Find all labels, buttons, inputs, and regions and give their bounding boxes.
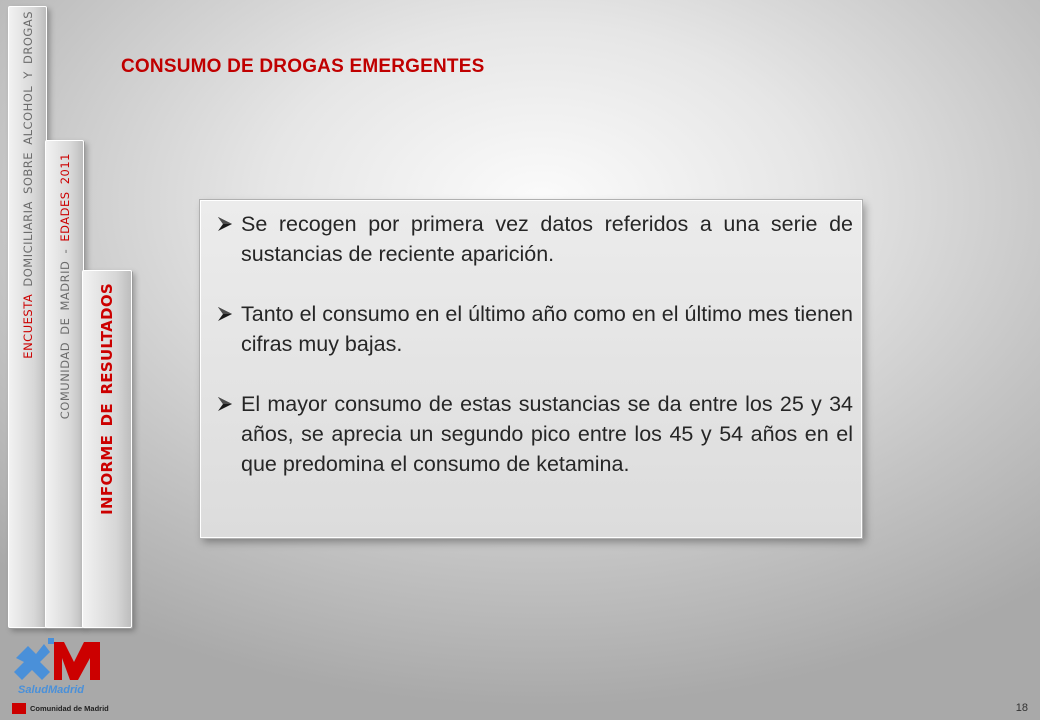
comunidad-madrid-logo [12, 700, 132, 716]
survey-title-vertical: ENCUESTA DOMICILIARIA SOBRE ALCOHOL Y DROGAS [20, 11, 35, 359]
sidebar-tab-informe [82, 270, 132, 628]
bullet-text: El mayor consumo de estas sustancias se da entre los 25 y 34 años, se aprecia un segundo pico entre los 45 y 54 años en el que predomina el consumo de ketamina. [241, 392, 853, 476]
org-name: Comunidad de Madrid [30, 703, 109, 713]
page-number: 18 [1015, 702, 1028, 714]
logo-text: SaludMadrid [18, 684, 85, 696]
edades-title-vertical: COMUNIDAD DE MADRID - EDADES 2011 [57, 153, 72, 420]
bullet-item [217, 389, 853, 479]
arrow-bullet-icon [217, 216, 233, 232]
salud-madrid-logo [10, 636, 110, 696]
bullet-item [217, 299, 853, 359]
arrow-bullet-icon [217, 396, 233, 412]
bullet-text: Tanto el consumo en el último año como en el último mes tienen cifras muy bajas. [241, 302, 853, 356]
madrid-flag-icon [12, 703, 26, 714]
informe-title-vertical: INFORME DE RESULTADOS [98, 283, 116, 515]
sidebar-tab-survey [8, 6, 47, 628]
bullet-item [217, 209, 853, 269]
bullet-text: Se recogen por primera vez datos referidos a una serie de sustancias de reciente aparición. [241, 212, 853, 266]
sidebar-tab-edades [45, 140, 84, 628]
slide-title: CONSUMO DE DROGAS EMERGENTES [121, 56, 485, 77]
arrow-bullet-icon [217, 306, 233, 322]
bullet-text-box [200, 200, 862, 538]
